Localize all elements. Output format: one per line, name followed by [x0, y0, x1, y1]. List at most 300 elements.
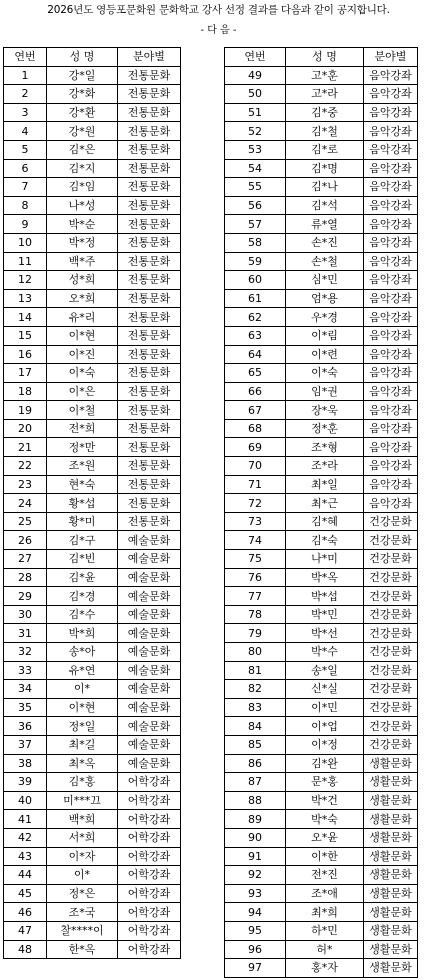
table-row: [225, 494, 418, 513]
row-number: 73: [225, 512, 286, 531]
row-number: 92: [225, 866, 286, 885]
table-row: [225, 754, 418, 773]
row-number: 35: [4, 698, 47, 717]
row-name: 류*열: [286, 215, 364, 234]
row-number: 41: [4, 810, 47, 829]
row-number: 12: [4, 271, 47, 290]
row-field: 건강문화: [364, 512, 418, 531]
notice-title: 2026년도 영등포문화원 문화학교 강사 선정 결과를 다음과 같이 공지합니다.: [47, 4, 390, 16]
row-number: 34: [4, 680, 47, 699]
row-field: 건강문화: [364, 661, 418, 680]
table-row: [225, 475, 418, 494]
table-row: [225, 140, 418, 159]
row-number: 13: [4, 289, 47, 308]
row-field: 건강문화: [364, 624, 418, 643]
table-row: [4, 773, 181, 792]
table-row: [4, 271, 181, 290]
row-field: 전통문화: [118, 140, 181, 159]
table-row: [225, 364, 418, 383]
table-row: [225, 326, 418, 345]
row-name: 김*중: [286, 103, 364, 122]
row-number: 82: [225, 680, 286, 699]
table-row: [4, 178, 181, 197]
row-number: 9: [4, 215, 47, 234]
row-field: 전통문화: [118, 103, 181, 122]
table-row: [225, 847, 418, 866]
table-row: [225, 810, 418, 829]
row-name: 박*민: [286, 605, 364, 624]
table-row: [225, 419, 418, 438]
row-number: 6: [4, 159, 47, 178]
row-name: 김*명: [286, 159, 364, 178]
row-name: 임*권: [286, 382, 364, 401]
row-name: 김*숙: [286, 531, 364, 550]
row-field: 전통문화: [118, 252, 181, 271]
table-row: [225, 698, 418, 717]
table-row: [4, 735, 181, 754]
row-number: 33: [4, 661, 47, 680]
row-field: 전통문화: [118, 512, 181, 531]
row-name: 심*민: [286, 271, 364, 290]
table-row: [225, 252, 418, 271]
row-name: 박*선: [286, 624, 364, 643]
row-name: 강*화: [47, 85, 118, 104]
row-number: 29: [4, 587, 47, 606]
row-name: 김*빈: [47, 550, 118, 569]
row-field: 어학강좌: [118, 773, 181, 792]
row-name: 박*희: [47, 624, 118, 643]
table-row: [4, 568, 181, 587]
table-row: [225, 122, 418, 141]
row-number: 97: [225, 959, 286, 978]
row-field: 건강문화: [364, 550, 418, 569]
row-number: 51: [225, 103, 286, 122]
table-row: [225, 233, 418, 252]
row-field: 예술문화: [118, 735, 181, 754]
table-row: [225, 587, 418, 606]
row-field: 건강문화: [364, 698, 418, 717]
row-number: 5: [4, 140, 47, 159]
row-number: 7: [4, 178, 47, 197]
row-field: 생활문화: [364, 921, 418, 940]
row-name: 조*원: [47, 457, 118, 476]
row-field: 생활문화: [364, 828, 418, 847]
row-field: 음악강좌: [364, 438, 418, 457]
row-field: 생활문화: [364, 903, 418, 922]
row-name: 김*완: [286, 754, 364, 773]
row-name: 이*숙: [286, 364, 364, 383]
row-field: 예술문화: [118, 605, 181, 624]
row-field: 전통문화: [118, 326, 181, 345]
row-name: 최*길: [47, 735, 118, 754]
row-field: 전통문화: [118, 382, 181, 401]
header-name: 성 명: [286, 48, 364, 67]
row-field: 전통문화: [118, 308, 181, 327]
row-field: 생활문화: [364, 940, 418, 959]
row-field: 예술문화: [118, 680, 181, 699]
row-name: 문*홍: [286, 773, 364, 792]
row-number: 28: [4, 568, 47, 587]
row-name: 고*훈: [286, 66, 364, 85]
table-row: [4, 438, 181, 457]
row-field: 음악강좌: [364, 289, 418, 308]
row-number: 90: [225, 828, 286, 847]
row-field: 음악강좌: [364, 140, 418, 159]
row-number: 79: [225, 624, 286, 643]
row-number: 54: [225, 159, 286, 178]
table-row: [4, 717, 181, 736]
table-row: [225, 959, 418, 978]
row-number: 91: [225, 847, 286, 866]
row-field: 어학강좌: [118, 791, 181, 810]
row-name: 김*나: [286, 178, 364, 197]
row-field: 음악강좌: [364, 122, 418, 141]
table-row: [4, 289, 181, 308]
row-field: 예술문화: [118, 754, 181, 773]
table-header-row: [4, 48, 181, 67]
row-field: 어학강좌: [118, 847, 181, 866]
table-row: [4, 345, 181, 364]
row-field: 건강문화: [364, 735, 418, 754]
row-number: 80: [225, 643, 286, 662]
row-field: 음악강좌: [364, 159, 418, 178]
table-row: [4, 364, 181, 383]
row-number: 49: [225, 66, 286, 85]
table-row: [225, 735, 418, 754]
table-row: [225, 717, 418, 736]
row-field: 예술문화: [118, 531, 181, 550]
table-row: [225, 940, 418, 959]
row-name: 전*희: [47, 419, 118, 438]
row-name: 이*한: [286, 847, 364, 866]
row-name: 유*연: [47, 661, 118, 680]
table-row: [4, 903, 181, 922]
row-number: 43: [4, 847, 47, 866]
row-name: 오*윤: [286, 828, 364, 847]
table-row: [225, 921, 418, 940]
table-row: [4, 401, 181, 420]
row-number: 45: [4, 884, 47, 903]
table-row: [4, 587, 181, 606]
table-row: [4, 698, 181, 717]
row-field: 생활문화: [364, 773, 418, 792]
row-number: 56: [225, 196, 286, 215]
table-row: [4, 196, 181, 215]
row-field: 전통문화: [118, 196, 181, 215]
row-number: 69: [225, 438, 286, 457]
row-number: 10: [4, 233, 47, 252]
row-field: 어학강좌: [118, 884, 181, 903]
row-number: 76: [225, 568, 286, 587]
row-name: 김*임: [47, 178, 118, 197]
row-number: 14: [4, 308, 47, 327]
table-row: [4, 457, 181, 476]
row-number: 63: [225, 326, 286, 345]
row-name: 김*철: [286, 122, 364, 141]
header-number: 연번: [225, 48, 286, 67]
table-row: [4, 605, 181, 624]
row-name: 이*림: [286, 326, 364, 345]
row-number: 44: [4, 866, 47, 885]
row-name: 강*일: [47, 66, 118, 85]
table-row: [4, 252, 181, 271]
table-row: [225, 791, 418, 810]
table-row: [225, 512, 418, 531]
row-number: 64: [225, 345, 286, 364]
table-row: [4, 85, 181, 104]
row-field: 음악강좌: [364, 401, 418, 420]
row-field: 전통문화: [118, 419, 181, 438]
row-number: 72: [225, 494, 286, 513]
table-row: [4, 810, 181, 829]
row-number: 96: [225, 940, 286, 959]
row-name: 김*석: [286, 196, 364, 215]
table-row: [4, 661, 181, 680]
row-number: 65: [225, 364, 286, 383]
row-field: 전통문화: [118, 494, 181, 513]
row-number: 26: [4, 531, 47, 550]
row-number: 81: [225, 661, 286, 680]
row-field: 음악강좌: [364, 196, 418, 215]
row-name: 이*은: [47, 382, 118, 401]
table-header-row: [225, 48, 418, 67]
table-row: [225, 382, 418, 401]
row-field: 음악강좌: [364, 66, 418, 85]
row-name: 이*숙: [47, 364, 118, 383]
table-row: [4, 475, 181, 494]
table-row: [225, 66, 418, 85]
row-field: 어학강좌: [118, 940, 181, 959]
row-number: 59: [225, 252, 286, 271]
row-name: 유*리: [47, 308, 118, 327]
row-name: 박*숙: [286, 810, 364, 829]
row-field: 전통문화: [118, 475, 181, 494]
row-field: 전통문화: [118, 289, 181, 308]
table-row: [4, 847, 181, 866]
table-row: [4, 531, 181, 550]
row-field: 음악강좌: [364, 382, 418, 401]
row-number: 84: [225, 717, 286, 736]
table-row: [4, 140, 181, 159]
table-row: [225, 438, 418, 457]
row-name: 최*희: [286, 903, 364, 922]
row-number: 47: [4, 921, 47, 940]
table-row: [4, 680, 181, 699]
row-field: 음악강좌: [364, 215, 418, 234]
row-name: 장*욱: [286, 401, 364, 420]
row-field: 음악강좌: [364, 271, 418, 290]
row-number: 88: [225, 791, 286, 810]
row-field: 전통문화: [118, 159, 181, 178]
row-field: 생활문화: [364, 866, 418, 885]
left-roster-table: [3, 47, 181, 959]
row-name: 이*철: [47, 401, 118, 420]
notice-subtitle: - 다 음 -: [200, 25, 237, 36]
row-number: 75: [225, 550, 286, 569]
row-name: 한*옥: [47, 940, 118, 959]
row-field: 건강문화: [364, 531, 418, 550]
row-number: 61: [225, 289, 286, 308]
table-row: [225, 457, 418, 476]
table-row: [225, 568, 418, 587]
table-row: [4, 828, 181, 847]
row-number: 60: [225, 271, 286, 290]
row-number: 27: [4, 550, 47, 569]
row-number: 36: [4, 717, 47, 736]
table-row: [225, 196, 418, 215]
row-field: 건강문화: [364, 568, 418, 587]
row-name: 정*만: [47, 438, 118, 457]
table-row: [225, 680, 418, 699]
row-field: 음악강좌: [364, 364, 418, 383]
table-row: [4, 66, 181, 85]
row-name: 엄*용: [286, 289, 364, 308]
row-field: 전통문화: [118, 271, 181, 290]
table-row: [225, 903, 418, 922]
row-number: 55: [225, 178, 286, 197]
row-number: 83: [225, 698, 286, 717]
row-field: 생활문화: [364, 810, 418, 829]
row-name: 찰****이: [47, 921, 118, 940]
row-name: 신*실: [286, 680, 364, 699]
row-number: 39: [4, 773, 47, 792]
row-name: 김*수: [47, 605, 118, 624]
row-number: 31: [4, 624, 47, 643]
row-field: 전통문화: [118, 85, 181, 104]
row-name: 우*경: [286, 308, 364, 327]
row-field: 어학강좌: [118, 866, 181, 885]
table-row: [4, 159, 181, 178]
row-name: 김*구: [47, 531, 118, 550]
row-field: 전통문화: [118, 66, 181, 85]
row-name: 최*옥: [47, 754, 118, 773]
table-row: [225, 866, 418, 885]
table-row: [4, 308, 181, 327]
row-name: 강*원: [47, 122, 118, 141]
row-name: 이*업: [286, 717, 364, 736]
row-name: 손*철: [286, 252, 364, 271]
row-number: 74: [225, 531, 286, 550]
row-name: 최*일: [286, 475, 364, 494]
row-field: 전통문화: [118, 215, 181, 234]
table-row: [4, 103, 181, 122]
row-field: 전통문화: [118, 345, 181, 364]
table-row: [225, 643, 418, 662]
row-name: 박*수: [286, 643, 364, 662]
row-field: 생활문화: [364, 847, 418, 866]
row-field: 음악강좌: [364, 345, 418, 364]
row-number: 50: [225, 85, 286, 104]
row-name: 전*진: [286, 866, 364, 885]
table-row: [4, 419, 181, 438]
row-name: 박*정: [47, 233, 118, 252]
row-name: 고*라: [286, 85, 364, 104]
row-number: 89: [225, 810, 286, 829]
row-number: 68: [225, 419, 286, 438]
row-number: 77: [225, 587, 286, 606]
row-number: 20: [4, 419, 47, 438]
row-name: 정*일: [47, 717, 118, 736]
row-name: 이*: [47, 866, 118, 885]
table-row: [225, 345, 418, 364]
table-row: [225, 85, 418, 104]
row-field: 예술문화: [118, 550, 181, 569]
row-number: 22: [4, 457, 47, 476]
row-field: 건강문화: [364, 680, 418, 699]
table-row: [4, 866, 181, 885]
row-field: 예술문화: [118, 643, 181, 662]
row-name: 김*혜: [286, 512, 364, 531]
table-row: [225, 605, 418, 624]
row-number: 66: [225, 382, 286, 401]
row-name: 허*: [286, 940, 364, 959]
table-row: [4, 940, 181, 959]
table-row: [4, 791, 181, 810]
row-name: 정*훈: [286, 419, 364, 438]
row-field: 전통문화: [118, 457, 181, 476]
row-number: 40: [4, 791, 47, 810]
row-name: 황*섭: [47, 494, 118, 513]
row-number: 24: [4, 494, 47, 513]
table-row: [225, 828, 418, 847]
row-number: 16: [4, 345, 47, 364]
table-row: [225, 661, 418, 680]
row-field: 전통문화: [118, 233, 181, 252]
row-number: 8: [4, 196, 47, 215]
row-field: 생활문화: [364, 959, 418, 978]
row-name: 조*국: [47, 903, 118, 922]
row-name: 서*희: [47, 828, 118, 847]
row-field: 음악강좌: [364, 308, 418, 327]
row-field: 어학강좌: [118, 903, 181, 922]
row-name: 조*라: [286, 457, 364, 476]
row-name: 하*민: [286, 921, 364, 940]
row-number: 1: [4, 66, 47, 85]
row-field: 전통문화: [118, 401, 181, 420]
row-name: 송*일: [286, 661, 364, 680]
row-name: 박*섭: [286, 587, 364, 606]
table-row: [4, 122, 181, 141]
table-row: [225, 159, 418, 178]
row-name: 현*숙: [47, 475, 118, 494]
table-row: [225, 550, 418, 569]
table-row: [4, 512, 181, 531]
row-name: 김*홍: [47, 773, 118, 792]
row-field: 건강문화: [364, 643, 418, 662]
row-name: 황*미: [47, 512, 118, 531]
table-row: [225, 271, 418, 290]
table-row: [4, 624, 181, 643]
row-number: 67: [225, 401, 286, 420]
row-name: 강*환: [47, 103, 118, 122]
row-number: 4: [4, 122, 47, 141]
row-field: 음악강좌: [364, 419, 418, 438]
row-number: 87: [225, 773, 286, 792]
row-field: 어학강좌: [118, 828, 181, 847]
row-name: 백*희: [47, 810, 118, 829]
row-number: 30: [4, 605, 47, 624]
row-number: 38: [4, 754, 47, 773]
row-number: 21: [4, 438, 47, 457]
row-number: 52: [225, 122, 286, 141]
row-name: 박*건: [286, 791, 364, 810]
table-row: [225, 178, 418, 197]
row-number: 37: [4, 735, 47, 754]
row-number: 2: [4, 85, 47, 104]
table-row: [225, 103, 418, 122]
row-name: 이*진: [47, 345, 118, 364]
row-field: 음악강좌: [364, 475, 418, 494]
